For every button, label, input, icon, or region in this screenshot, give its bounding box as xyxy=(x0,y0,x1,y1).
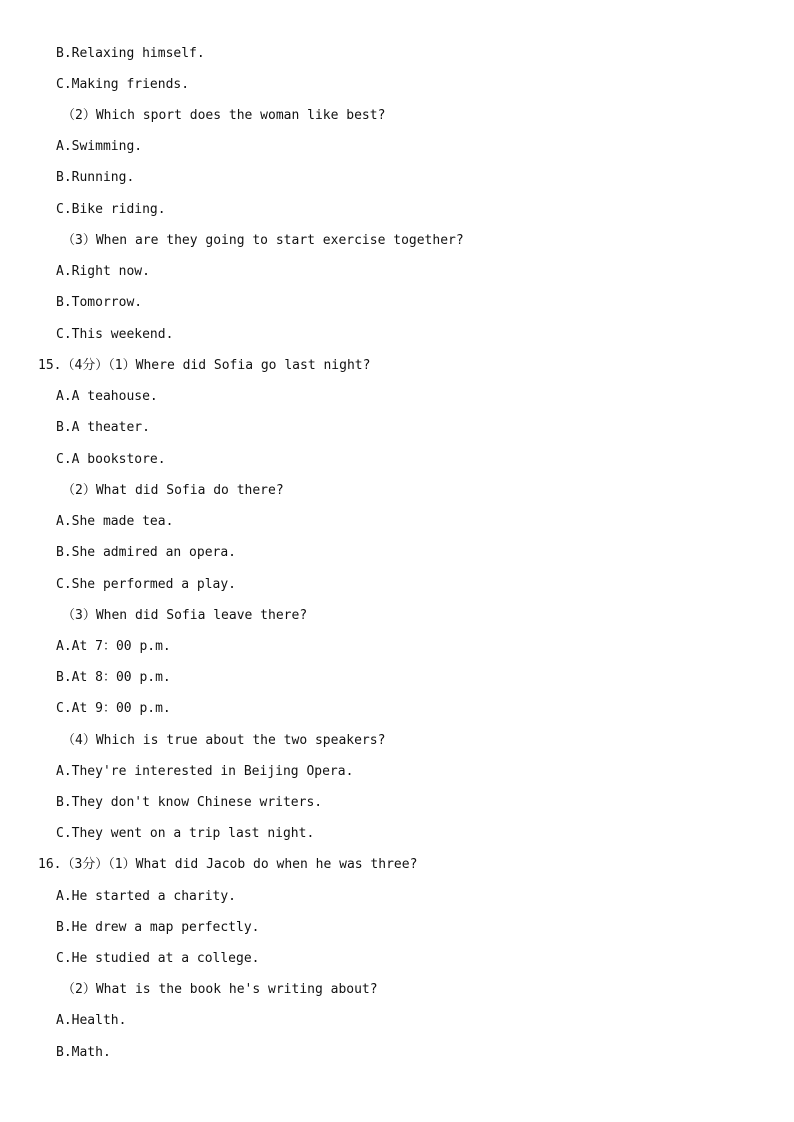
option-line: A.She made tea. xyxy=(56,514,174,529)
option-line: A.They're interested in Beijing Opera. xyxy=(56,764,354,779)
option-line: B.They don't know Chinese writers. xyxy=(56,795,323,810)
option-line: C.A bookstore. xyxy=(56,452,166,467)
option-line: A.Right now. xyxy=(56,264,150,279)
sub-question-line: （2）What is the book he's writing about? xyxy=(62,982,378,997)
option-line: B.He drew a map perfectly. xyxy=(56,920,260,935)
option-line: B.Math. xyxy=(56,1045,111,1060)
option-line: A.Swimming. xyxy=(56,139,143,154)
option-line: C.Bike riding. xyxy=(56,202,166,217)
option-line: A.At 7：00 p.m. xyxy=(56,639,171,654)
option-line: B.A theater. xyxy=(56,420,150,435)
sub-question-line: （3）When did Sofia leave there? xyxy=(62,608,308,623)
option-line: C.They went on a trip last night. xyxy=(56,826,315,841)
sub-question-line: （3）When are they going to start exercise together? xyxy=(62,233,464,248)
option-line: C.Making friends. xyxy=(56,77,190,92)
sub-question-line: （4）Which is true about the two speakers? xyxy=(62,733,386,748)
option-line: C.This weekend. xyxy=(56,327,174,342)
option-line: A.He started a charity. xyxy=(56,889,237,904)
sub-question-line: （2）Which sport does the woman like best? xyxy=(62,108,386,123)
option-line: C.At 9：00 p.m. xyxy=(56,701,171,716)
sub-question-line: （2）What did Sofia do there? xyxy=(62,483,284,498)
question-line: 15.（4分）（1）Where did Sofia go last night? xyxy=(38,358,371,373)
option-line: B.Relaxing himself. xyxy=(56,46,205,61)
option-line: B.Running. xyxy=(56,170,135,185)
option-line: A.A teahouse. xyxy=(56,389,158,404)
option-line: C.She performed a play. xyxy=(56,577,237,592)
option-line: C.He studied at a college. xyxy=(56,951,260,966)
question-line: 16.（3分）（1）What did Jacob do when he was three? xyxy=(38,857,418,872)
option-line: B.She admired an opera. xyxy=(56,545,237,560)
option-line: B.Tomorrow. xyxy=(56,295,143,310)
option-line: B.At 8：00 p.m. xyxy=(56,670,171,685)
option-line: A.Health. xyxy=(56,1013,127,1028)
